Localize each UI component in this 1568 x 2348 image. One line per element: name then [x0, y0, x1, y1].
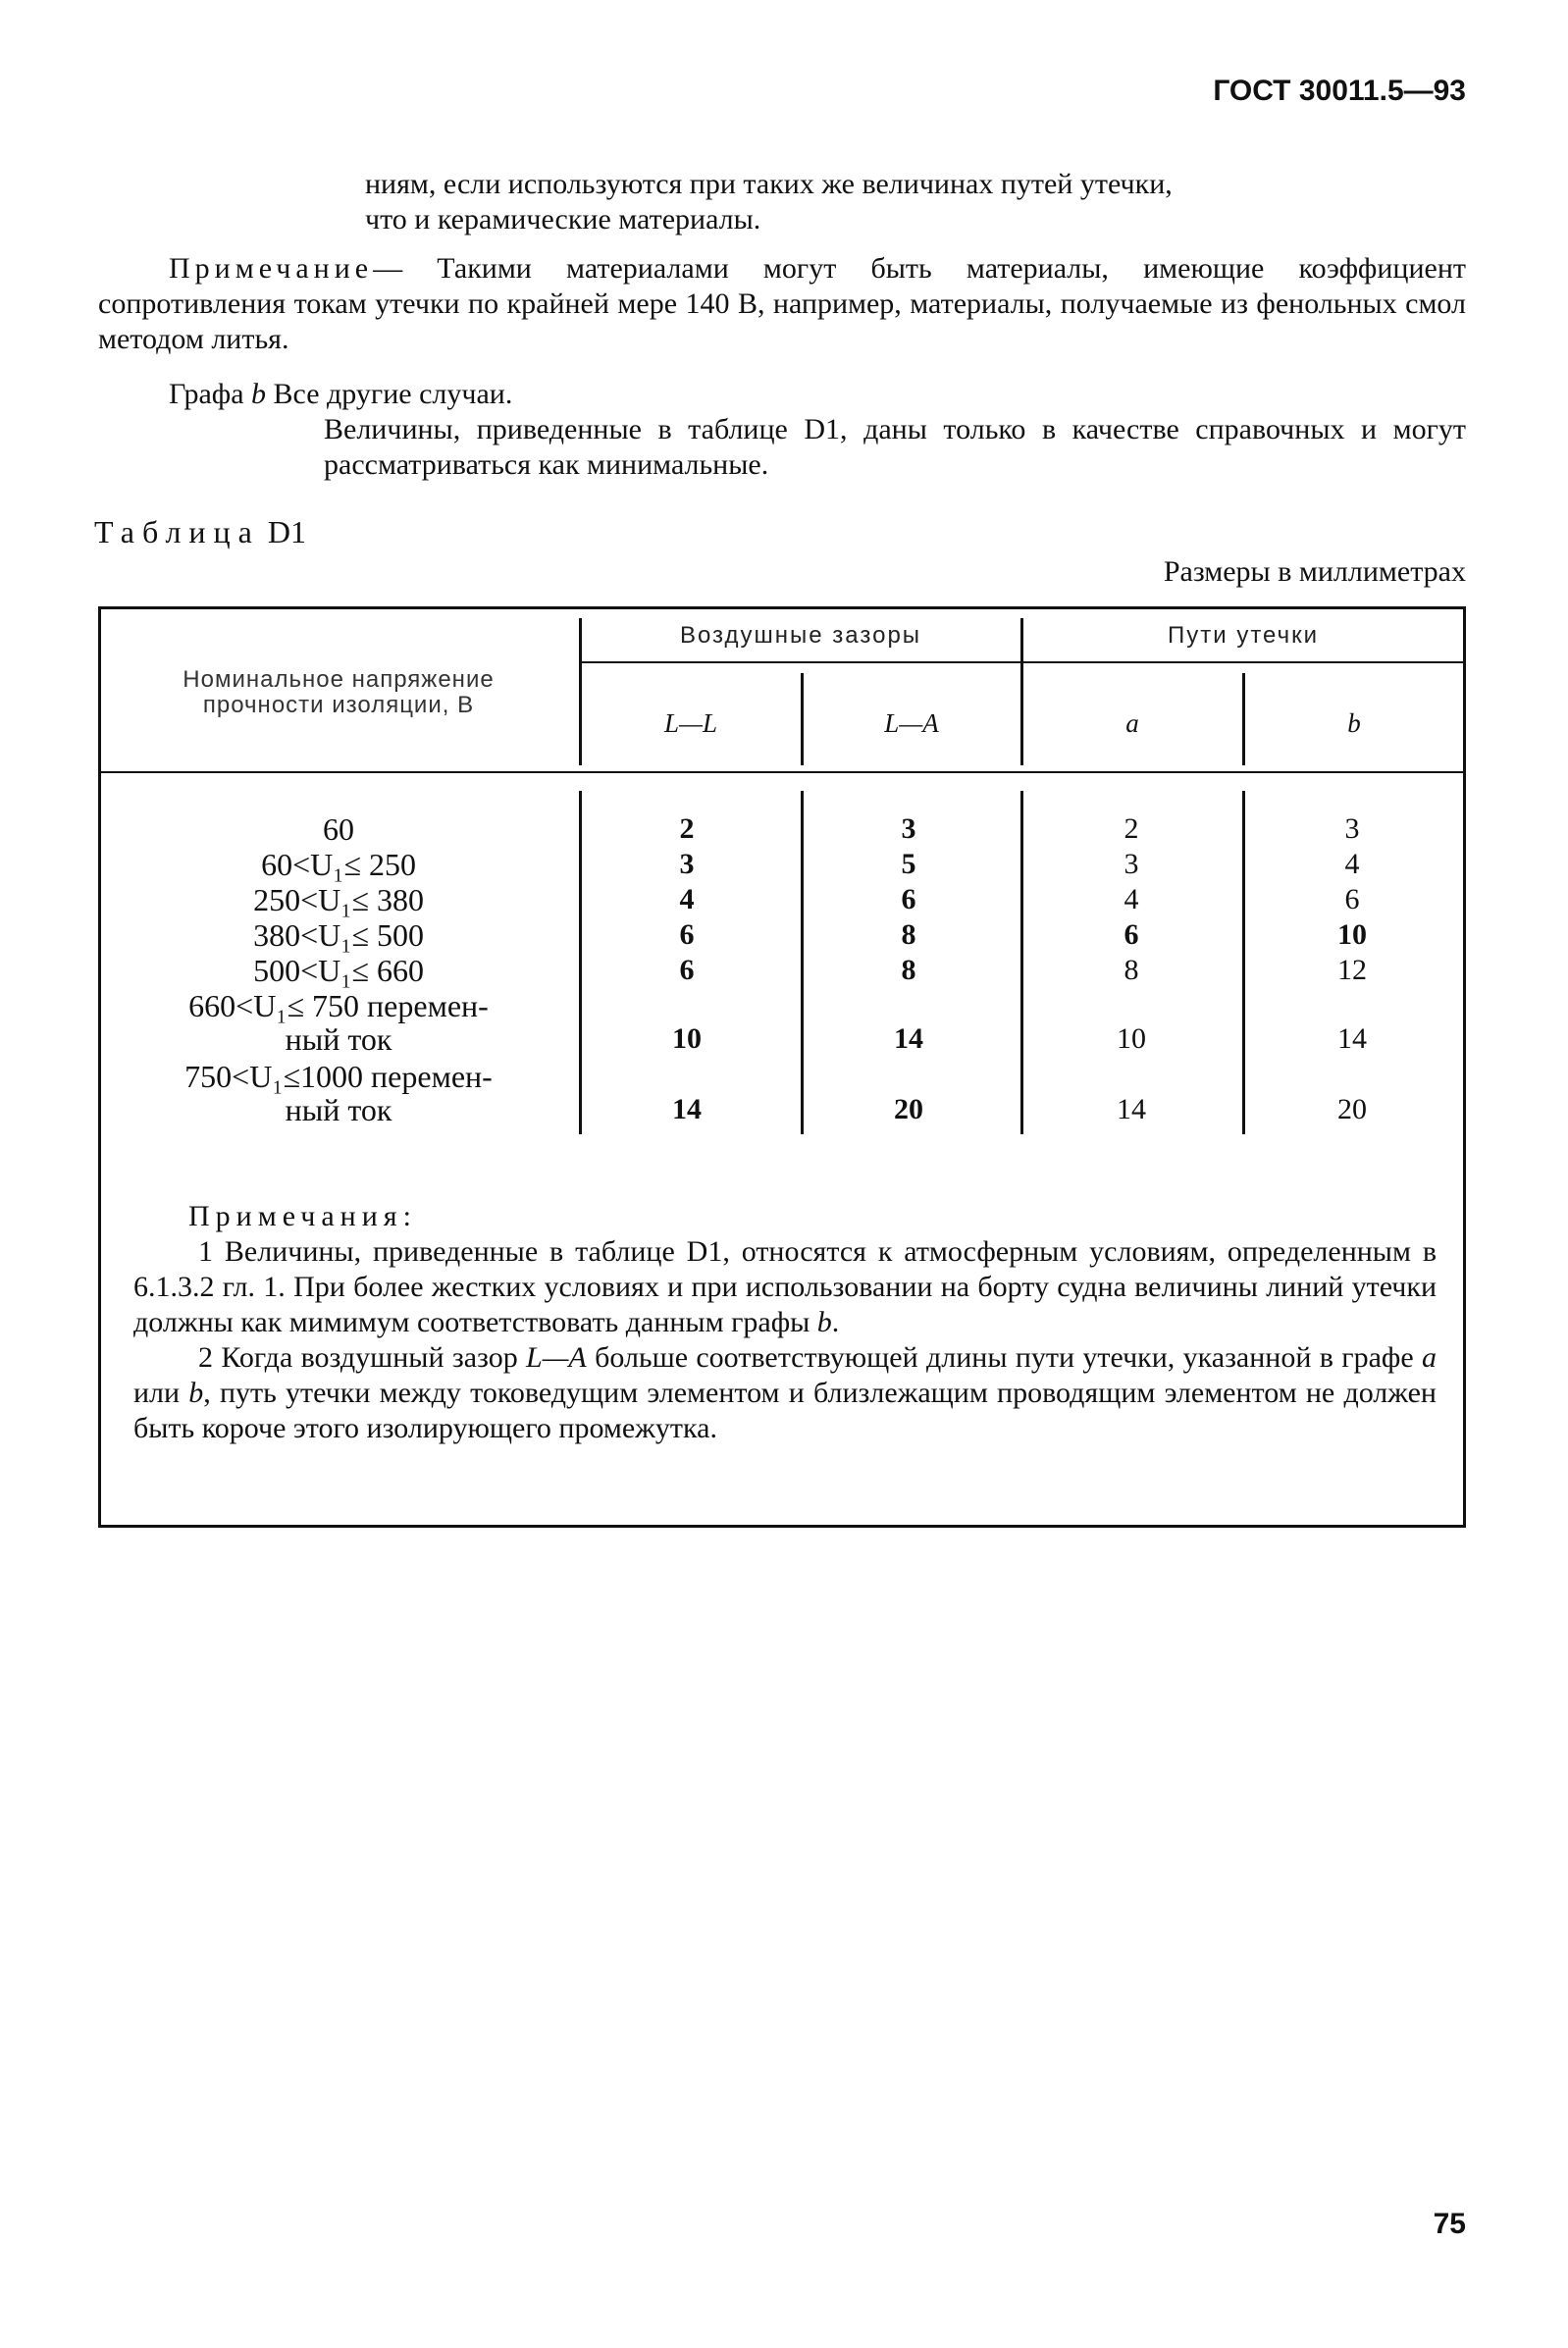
table-top-rule [98, 606, 1466, 609]
row-label-3: 250<U₁≤ 380 [253, 882, 424, 917]
row-label-6 [98, 989, 579, 1056]
header-rated-voltage-line-2: прочности изоляции, В [202, 692, 475, 718]
note-1 [133, 1234, 1437, 1340]
cell-ll: 4 [679, 883, 695, 915]
cell-a: 3 [1124, 848, 1139, 880]
reference-paragraph: Величины, приведенные в таблице D1, даны только в качестве справочных и могут рассматриваться как минимальные. [324, 413, 1466, 481]
grafa-letter: b [251, 378, 267, 410]
header-clearances: Воздушные зазоры [679, 622, 922, 649]
row-label-7-line-2: ный ток [285, 1092, 392, 1127]
row-label-2: 60<U₁≤ 250 [261, 847, 416, 882]
note-2-a-letter: a [1422, 1341, 1437, 1374]
note-1-letter: b [816, 1306, 832, 1338]
cell-b: 6 [1344, 883, 1360, 915]
table-title-word: Таблица [94, 514, 260, 549]
cell-ll: 3 [679, 848, 695, 880]
header-rated-voltage-line-1: Номинальное напряжение [183, 666, 495, 693]
grafa-b-line [169, 377, 512, 412]
column-divider-1 [579, 791, 582, 1134]
cell-a: 14 [1117, 1093, 1146, 1125]
cell-ll: 2 [679, 812, 695, 845]
cell-a: 6 [1124, 918, 1139, 951]
row-label-4: 380<U₁≤ 500 [253, 917, 424, 953]
table-title [94, 514, 306, 550]
cell-a: 2 [1124, 812, 1139, 845]
note-2-text-b: больше соответствующей длины пути утечки, указанной в графе [586, 1341, 1422, 1374]
table-right-border [1463, 606, 1466, 1527]
column-divider-4 [1242, 791, 1245, 1134]
header-rated-voltage [98, 667, 579, 718]
row-label-6-line-2: ный ток [285, 1021, 392, 1057]
header-b: b [1347, 708, 1361, 738]
cell-ll: 6 [679, 918, 695, 951]
cell-la: 5 [901, 848, 916, 880]
material-note [98, 251, 1466, 357]
cell-a: 8 [1124, 954, 1139, 986]
row-label-7-line-1: 750<U₁≤1000 перемен- [184, 1059, 493, 1094]
row-label-1: 60 [323, 811, 354, 847]
table-title-id: D1 [267, 514, 306, 549]
cell-ll: 14 [672, 1093, 702, 1125]
note-1-text: 1 Величины, приведенные в таблице D1, относятся к атмосферным условиям, определенным в 6.1.3.2 гл. 1. При более жестких условиях и при использовании на борту судна величины линий утечки должны как мимимум соответствовать данным графы [133, 1235, 1437, 1338]
grafa-text: Все другие случаи. [273, 378, 513, 410]
column-divider-3 [1020, 791, 1023, 1134]
document-code: ГОСТ 30011.5—93 [1213, 75, 1466, 107]
cell-ll: 10 [672, 1022, 702, 1055]
header-l-l: L—L [663, 708, 718, 738]
cell-b: 12 [1337, 954, 1367, 986]
cell-b: 3 [1344, 812, 1360, 845]
cell-la: 14 [894, 1022, 923, 1055]
row-label-7 [98, 1060, 579, 1126]
continuation-paragraph [365, 167, 1466, 237]
cell-ll: 6 [679, 954, 695, 986]
note-2-text-a: 2 Когда воздушный зазор [198, 1341, 527, 1374]
note-2-la: L—A [526, 1341, 587, 1374]
cell-la: 8 [901, 954, 916, 986]
cell-b: 10 [1337, 918, 1367, 951]
row-label-5: 500<U₁≤ 660 [253, 953, 424, 988]
note-text: — Такими материалами могут быть материалы, имеющие коэффициент сопротивления токам утечки по крайней мере 140 В, например, материалы, получаемые из фенольных смол методом литья. [98, 252, 1466, 355]
note-2-b-letter: b [188, 1377, 204, 1409]
notes-heading: Примечания: [188, 1200, 417, 1232]
note-2-text-c: , путь утечки между токоведущим элементом и близлежащим проводящим элементом не должен быть короче этого изолирующего промежутка. [133, 1377, 1437, 1444]
table-bottom-rule [98, 1525, 1466, 1528]
header-bottom-rule [98, 771, 1466, 773]
row-label-6-line-1: 660<U₁≤ 750 перемен- [188, 988, 489, 1023]
continuation-line-2: что и керамические материалы. [365, 203, 761, 235]
note-1-end: . [831, 1306, 840, 1338]
cell-la: 6 [901, 883, 916, 915]
column-divider-2 [801, 791, 804, 1134]
cell-a: 4 [1124, 883, 1139, 915]
cell-b: 20 [1337, 1093, 1367, 1125]
cell-la: 20 [894, 1093, 923, 1125]
continuation-line-1: ниям, если используются при таких же величинах путей утечки, [365, 168, 1173, 200]
header-l-a: L—A [884, 708, 939, 738]
page-number: 75 [1433, 2208, 1466, 2240]
header-creepage: Пути утечки [1168, 622, 1319, 649]
table-units: Размеры в миллиметрах [1163, 555, 1466, 588]
header-a: a [1125, 708, 1139, 738]
cell-b: 4 [1344, 848, 1360, 880]
table-notes [133, 1199, 1437, 1446]
cell-la: 3 [901, 812, 916, 845]
cell-a: 10 [1117, 1022, 1146, 1055]
cell-la: 8 [901, 918, 916, 951]
cell-b: 14 [1337, 1022, 1367, 1055]
note-label: Примечание [169, 252, 374, 285]
note-2 [133, 1340, 1437, 1446]
note-2-or: или [133, 1377, 189, 1409]
grafa-label: Графа [169, 378, 244, 410]
